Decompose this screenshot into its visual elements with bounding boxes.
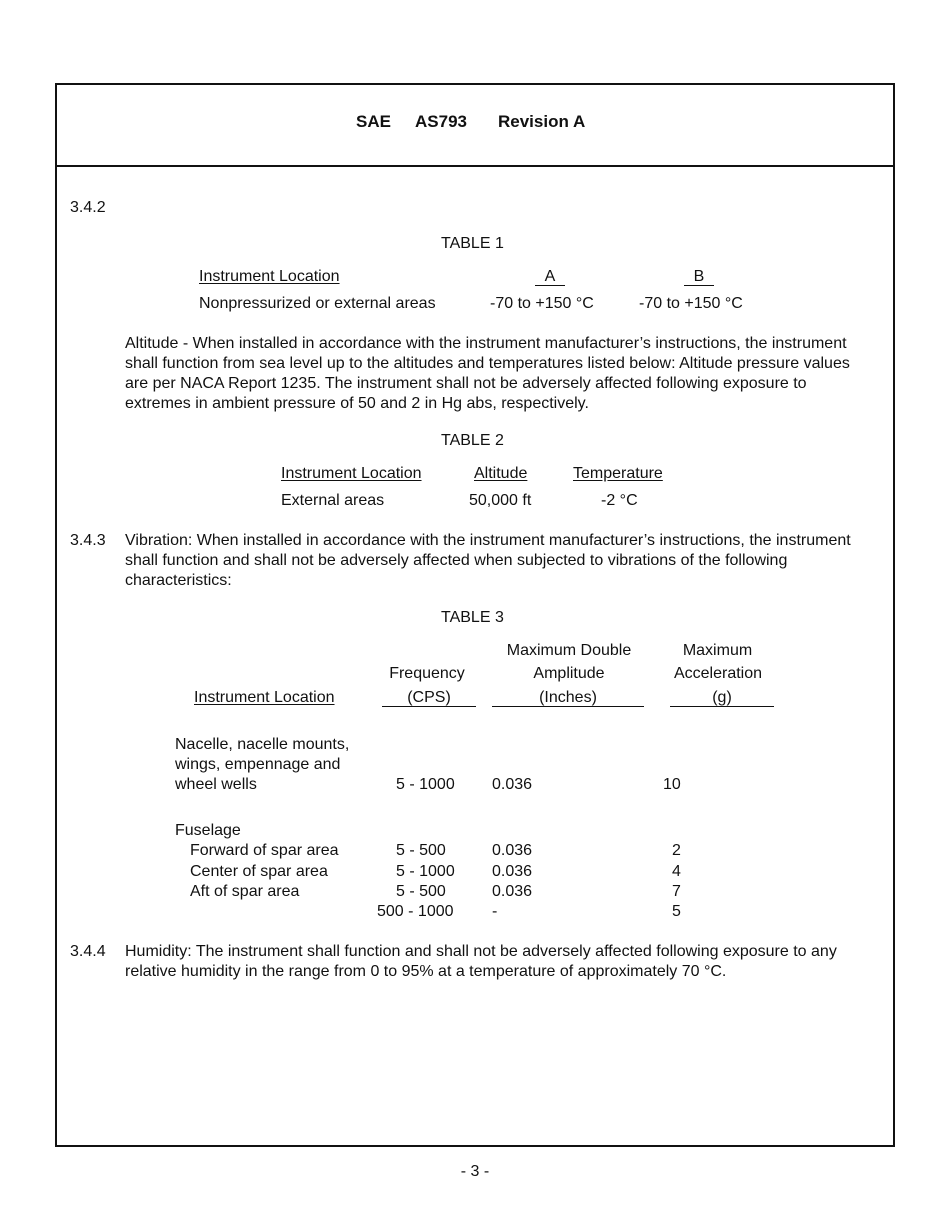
table1-row-location: Nonpressurized or external areas — [199, 295, 436, 312]
vibration-paragraph: Vibration: When installed in accordance with the instrument manufacturer’s instructions, the instrument shall function and shall not be adversely affected when subjected to vibrations of the following characteristics: — [125, 532, 851, 589]
table2-row-temperature: -2 °C — [601, 492, 638, 509]
table3-header-acceleration-2: Acceleration — [673, 665, 763, 682]
table-row-amplitude: - — [492, 903, 498, 920]
table1-row-b: -70 to +150 °C — [639, 295, 743, 312]
table3-frequency-underline — [382, 706, 476, 707]
header-org: SAE — [356, 112, 391, 131]
table1-header-location: Instrument Location — [199, 268, 340, 285]
section-number-3-4-4: 3.4.4 — [70, 943, 106, 960]
table1-caption: TABLE 1 — [441, 235, 504, 252]
header-doc: AS793 — [415, 112, 467, 131]
table1-header-b-underline — [684, 285, 714, 286]
table-row-frequency: 5 - 500 — [396, 883, 446, 900]
table1-header-a: A — [544, 268, 556, 285]
table2-row-location: External areas — [281, 492, 385, 509]
table-row-frequency: 5 - 1000 — [396, 863, 455, 880]
table2-header-location: Instrument Location — [281, 465, 422, 482]
table-row-frequency: 500 - 1000 — [377, 903, 454, 920]
table3-header-acceleration-3: (g) — [712, 689, 732, 706]
table-row-amplitude: 0.036 — [492, 842, 533, 859]
table2-caption: TABLE 2 — [441, 432, 504, 449]
table3-nacelle-acceleration: 10 — [663, 776, 681, 793]
table3-acceleration-underline — [670, 706, 774, 707]
table-row-acceleration: 4 — [672, 863, 681, 880]
header-revision: Revision A — [498, 112, 586, 131]
table2-header-altitude: Altitude — [474, 465, 528, 482]
table3-nacelle-frequency: 5 - 1000 — [396, 776, 455, 793]
table3-header-amplitude-1: Maximum Double — [506, 642, 632, 659]
table3-nacelle-line-1: Nacelle, nacelle mounts, — [175, 736, 350, 753]
altitude-paragraph: Altitude - When installed in accordance with the instrument manufacturer’s instructions, the instrument shall function from sea level up to the altitudes and temperatures listed below: Altitude pressure values are per NACA Report 1235. The instrument shall not be adversely affected following exposure to extremes in ambient pressure of 50 and 2 in Hg abs, respectively. — [125, 335, 850, 412]
table3-nacelle-line-3: wheel wells — [175, 776, 257, 793]
table2-header-temperature: Temperature — [573, 465, 663, 482]
table-row-location: Forward of spar area — [190, 842, 339, 859]
section-number-3-4-3: 3.4.3 — [70, 532, 106, 549]
humidity-paragraph: Humidity: The instrument shall function and shall not be adversely affected following exposure to any relative humidity in the range from 0 to 95% at a temperature of approximately 70 °C. — [125, 943, 837, 980]
table1-header-a-underline — [535, 285, 565, 286]
table-row-amplitude: 0.036 — [492, 863, 533, 880]
table3-nacelle-amplitude: 0.036 — [492, 776, 533, 793]
table3-fuselage-label: Fuselage — [175, 822, 241, 839]
table3-caption: TABLE 3 — [441, 609, 504, 626]
table3-amplitude-underline — [492, 706, 644, 707]
table3-header-frequency-2: (CPS) — [407, 689, 451, 706]
table-row-acceleration: 5 — [672, 903, 681, 920]
table-row-location: Center of spar area — [190, 863, 328, 880]
table1-row-a: -70 to +150 °C — [490, 295, 594, 312]
table3-header-amplitude-3: (Inches) — [539, 689, 597, 706]
header-divider — [55, 165, 895, 167]
table3-header-acceleration-1: Maximum — [682, 642, 753, 659]
section-number-3-4-2: 3.4.2 — [70, 199, 106, 216]
table-row-acceleration: 7 — [672, 883, 681, 900]
table-row-acceleration: 2 — [672, 842, 681, 859]
table-row-location: Aft of spar area — [190, 883, 300, 900]
table3-nacelle-line-2: wings, empennage and — [175, 756, 341, 773]
table3-header-amplitude-2: Amplitude — [533, 665, 605, 682]
table2-row-altitude: 50,000 ft — [469, 492, 532, 509]
table1-header-b: B — [693, 268, 705, 285]
page-number: - 3 - — [460, 1163, 490, 1180]
table3-header-location: Instrument Location — [194, 689, 335, 706]
table-row-frequency: 5 - 500 — [396, 842, 446, 859]
table-row-amplitude: 0.036 — [492, 883, 533, 900]
table3-header-frequency-1: Frequency — [389, 665, 465, 682]
